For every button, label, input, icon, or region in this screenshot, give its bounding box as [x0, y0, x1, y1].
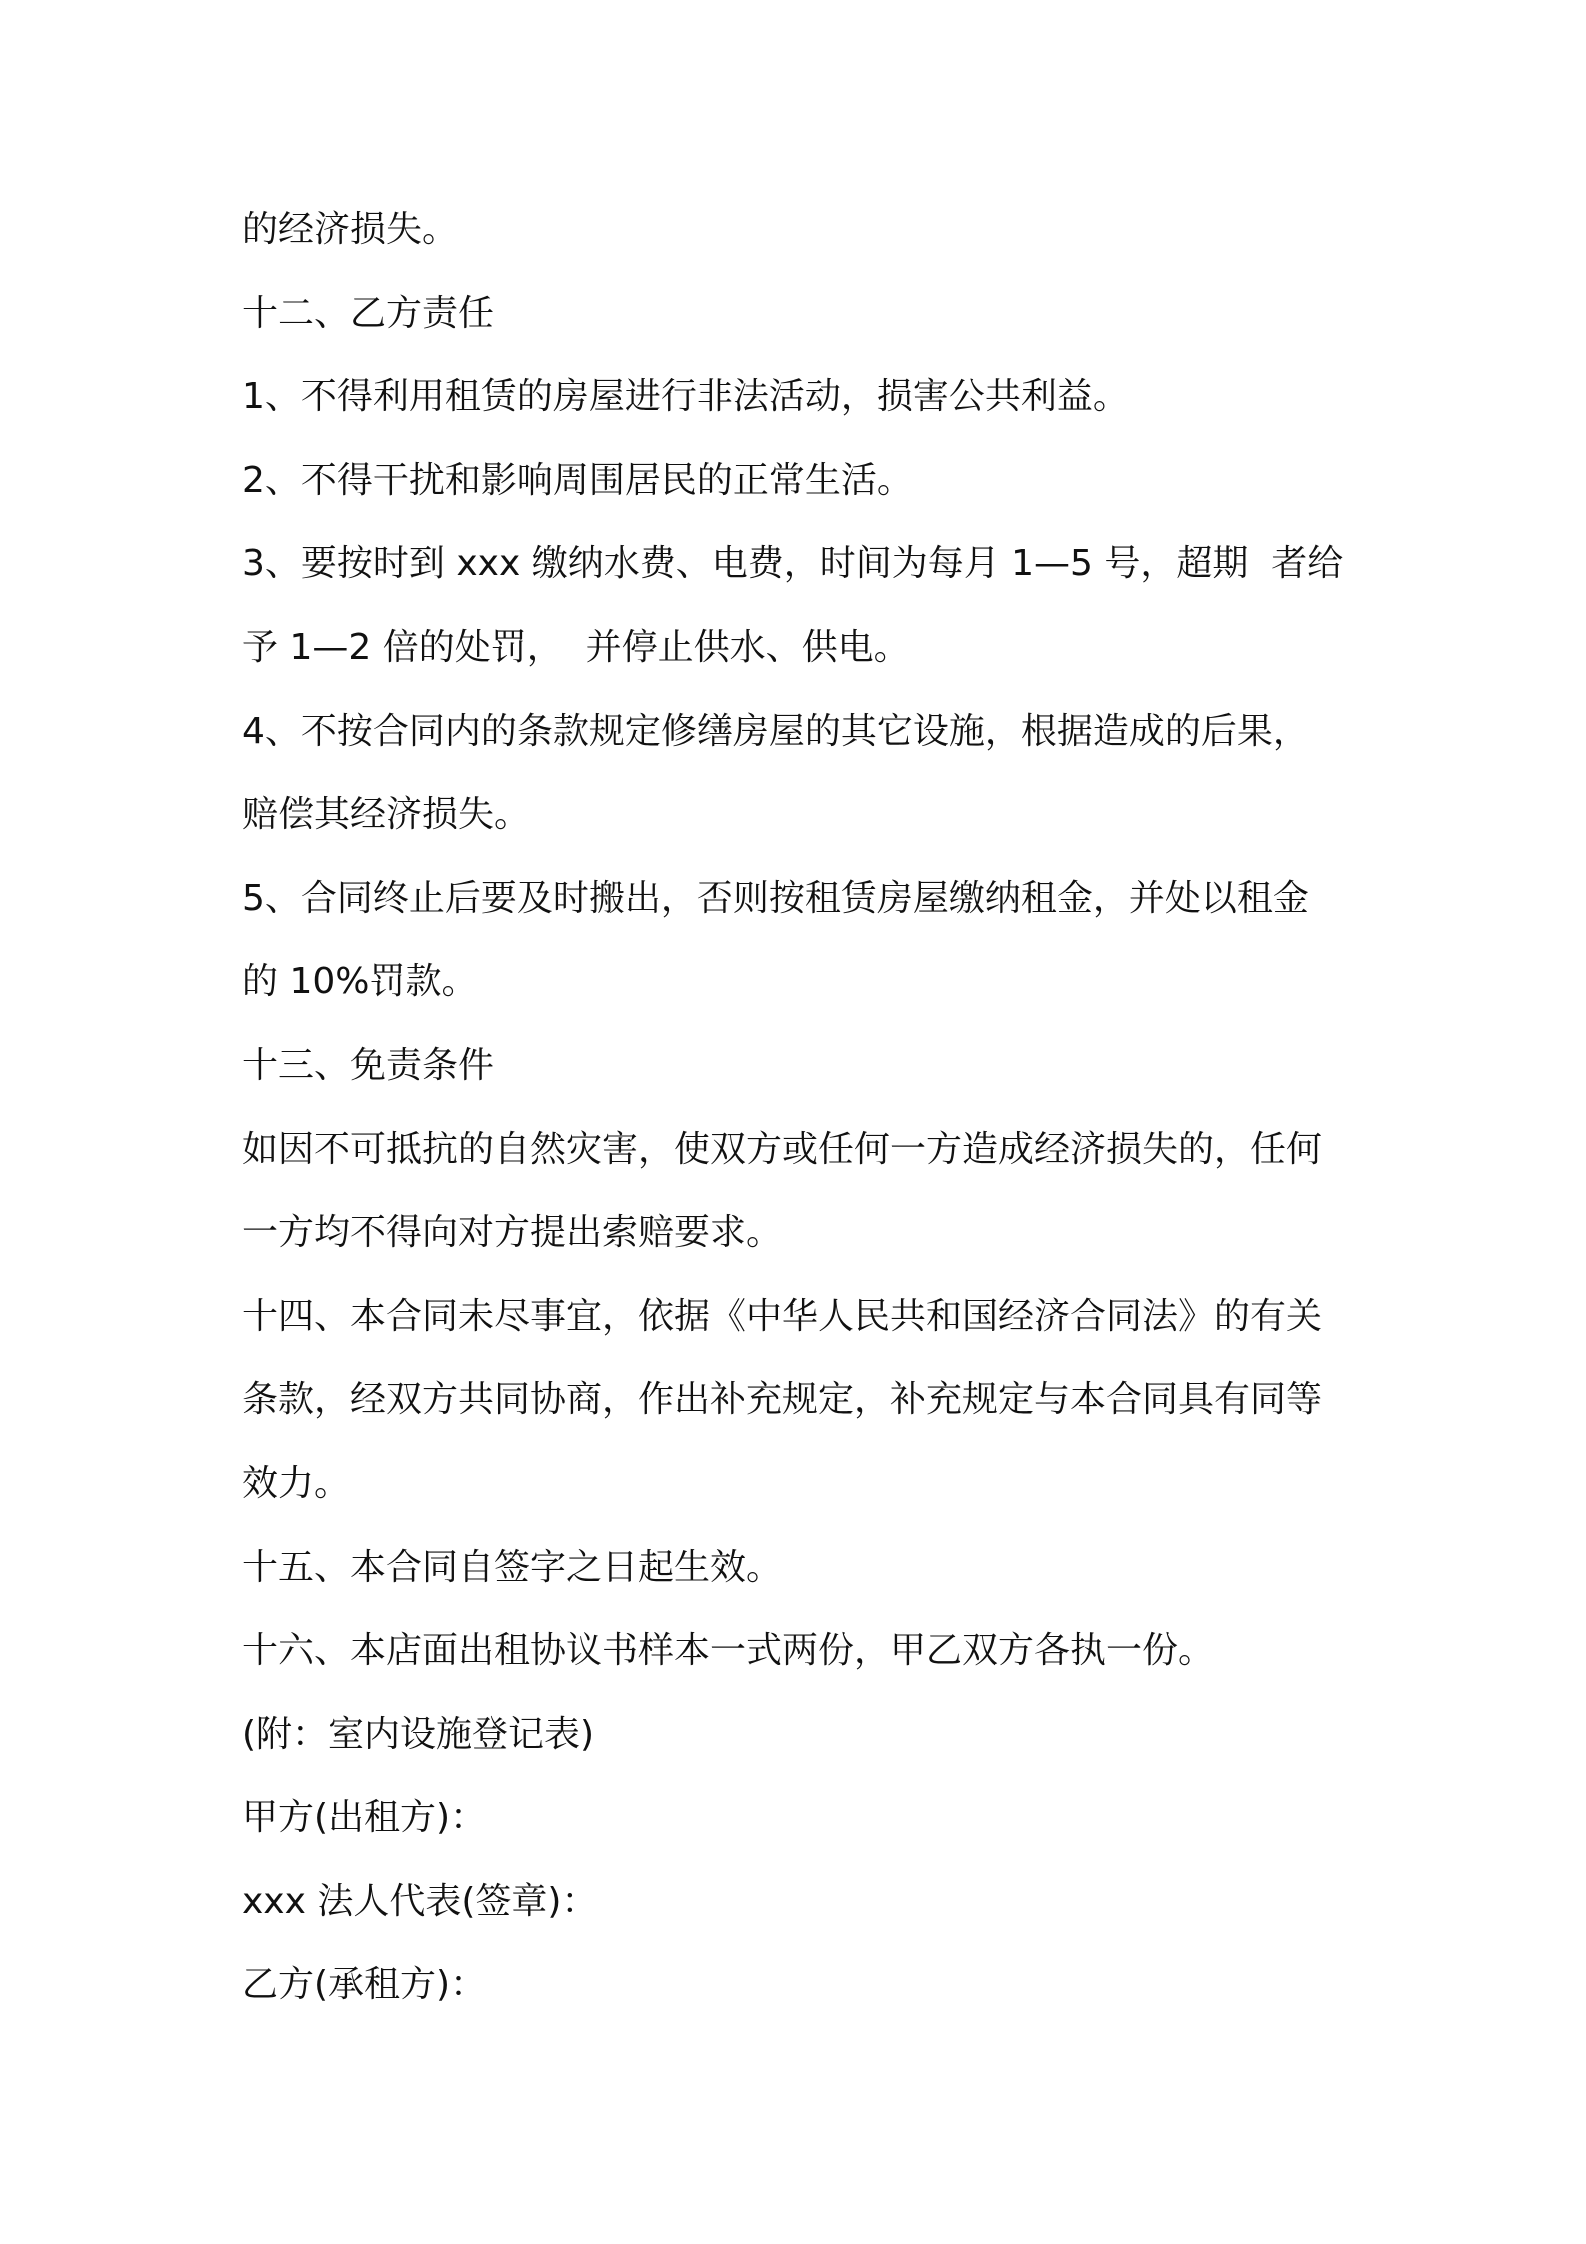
clause-12-3-line-1: 3、要按时到 xxx 缴纳水费、电费，时间为每月 1—5 号，超期 者给: [242, 543, 1344, 585]
section-14-line-1: 十四、本合同未尽事宜，依据《中华人民共和国经济合同法》的有关: [242, 1295, 1323, 1337]
section-heading-13: 十三、免责条件: [242, 1044, 495, 1086]
clause-12-5-line-1: 5、合同终止后要及时搬出，否则按租赁房屋缴纳租金，并处以租金: [242, 877, 1309, 919]
clause-12-4-line-2: 赔偿其经济损失。: [242, 794, 531, 836]
section-14-line-2: 条款，经双方共同协商，作出补充规定，补充规定与本合同具有同等: [242, 1379, 1323, 1421]
clause-12-2: 2、不得干扰和影响周围居民的正常生活。: [242, 459, 913, 501]
party-a-label: 甲方(出租方)：: [242, 1797, 487, 1839]
clause-12-3-line-2: 予 1—2 倍的处罚， 并停止供水、供电。: [242, 626, 910, 668]
party-b-label: 乙方(承租方)：: [242, 1964, 487, 2006]
clause-12-5-line-2: 的 10%罚款。: [242, 961, 478, 1003]
text-line-continuation: 的经济损失。: [242, 209, 459, 250]
attachment-note: (附：室内设施登记表): [242, 1713, 595, 1755]
clause-12-4-line-1: 4、不按合同内的条款规定修缮房屋的其它设施，根据造成的后果，: [242, 710, 1309, 752]
contract-text-body: [242, 188, 1362, 2027]
section-16: 十六、本店面出租协议书样本一式两份，甲乙双方各执一份。: [242, 1630, 1215, 1672]
clause-13-line-2: 一方均不得向对方提出索赔要求。: [242, 1212, 783, 1254]
clause-12-1: 1、不得利用租赁的房屋进行非法活动，损害公共利益。: [242, 376, 1129, 418]
legal-representative-label: xxx 法人代表(签章)：: [242, 1880, 598, 1922]
section-14-line-3: 效力。: [242, 1462, 351, 1504]
section-15: 十五、本合同自签字之日起生效。: [242, 1546, 783, 1588]
clause-13-line-1: 如因不可抵抗的自然灾害，使双方或任何一方造成经济损失的，任何: [242, 1128, 1323, 1170]
section-heading-12: 十二、乙方责任: [242, 292, 495, 334]
